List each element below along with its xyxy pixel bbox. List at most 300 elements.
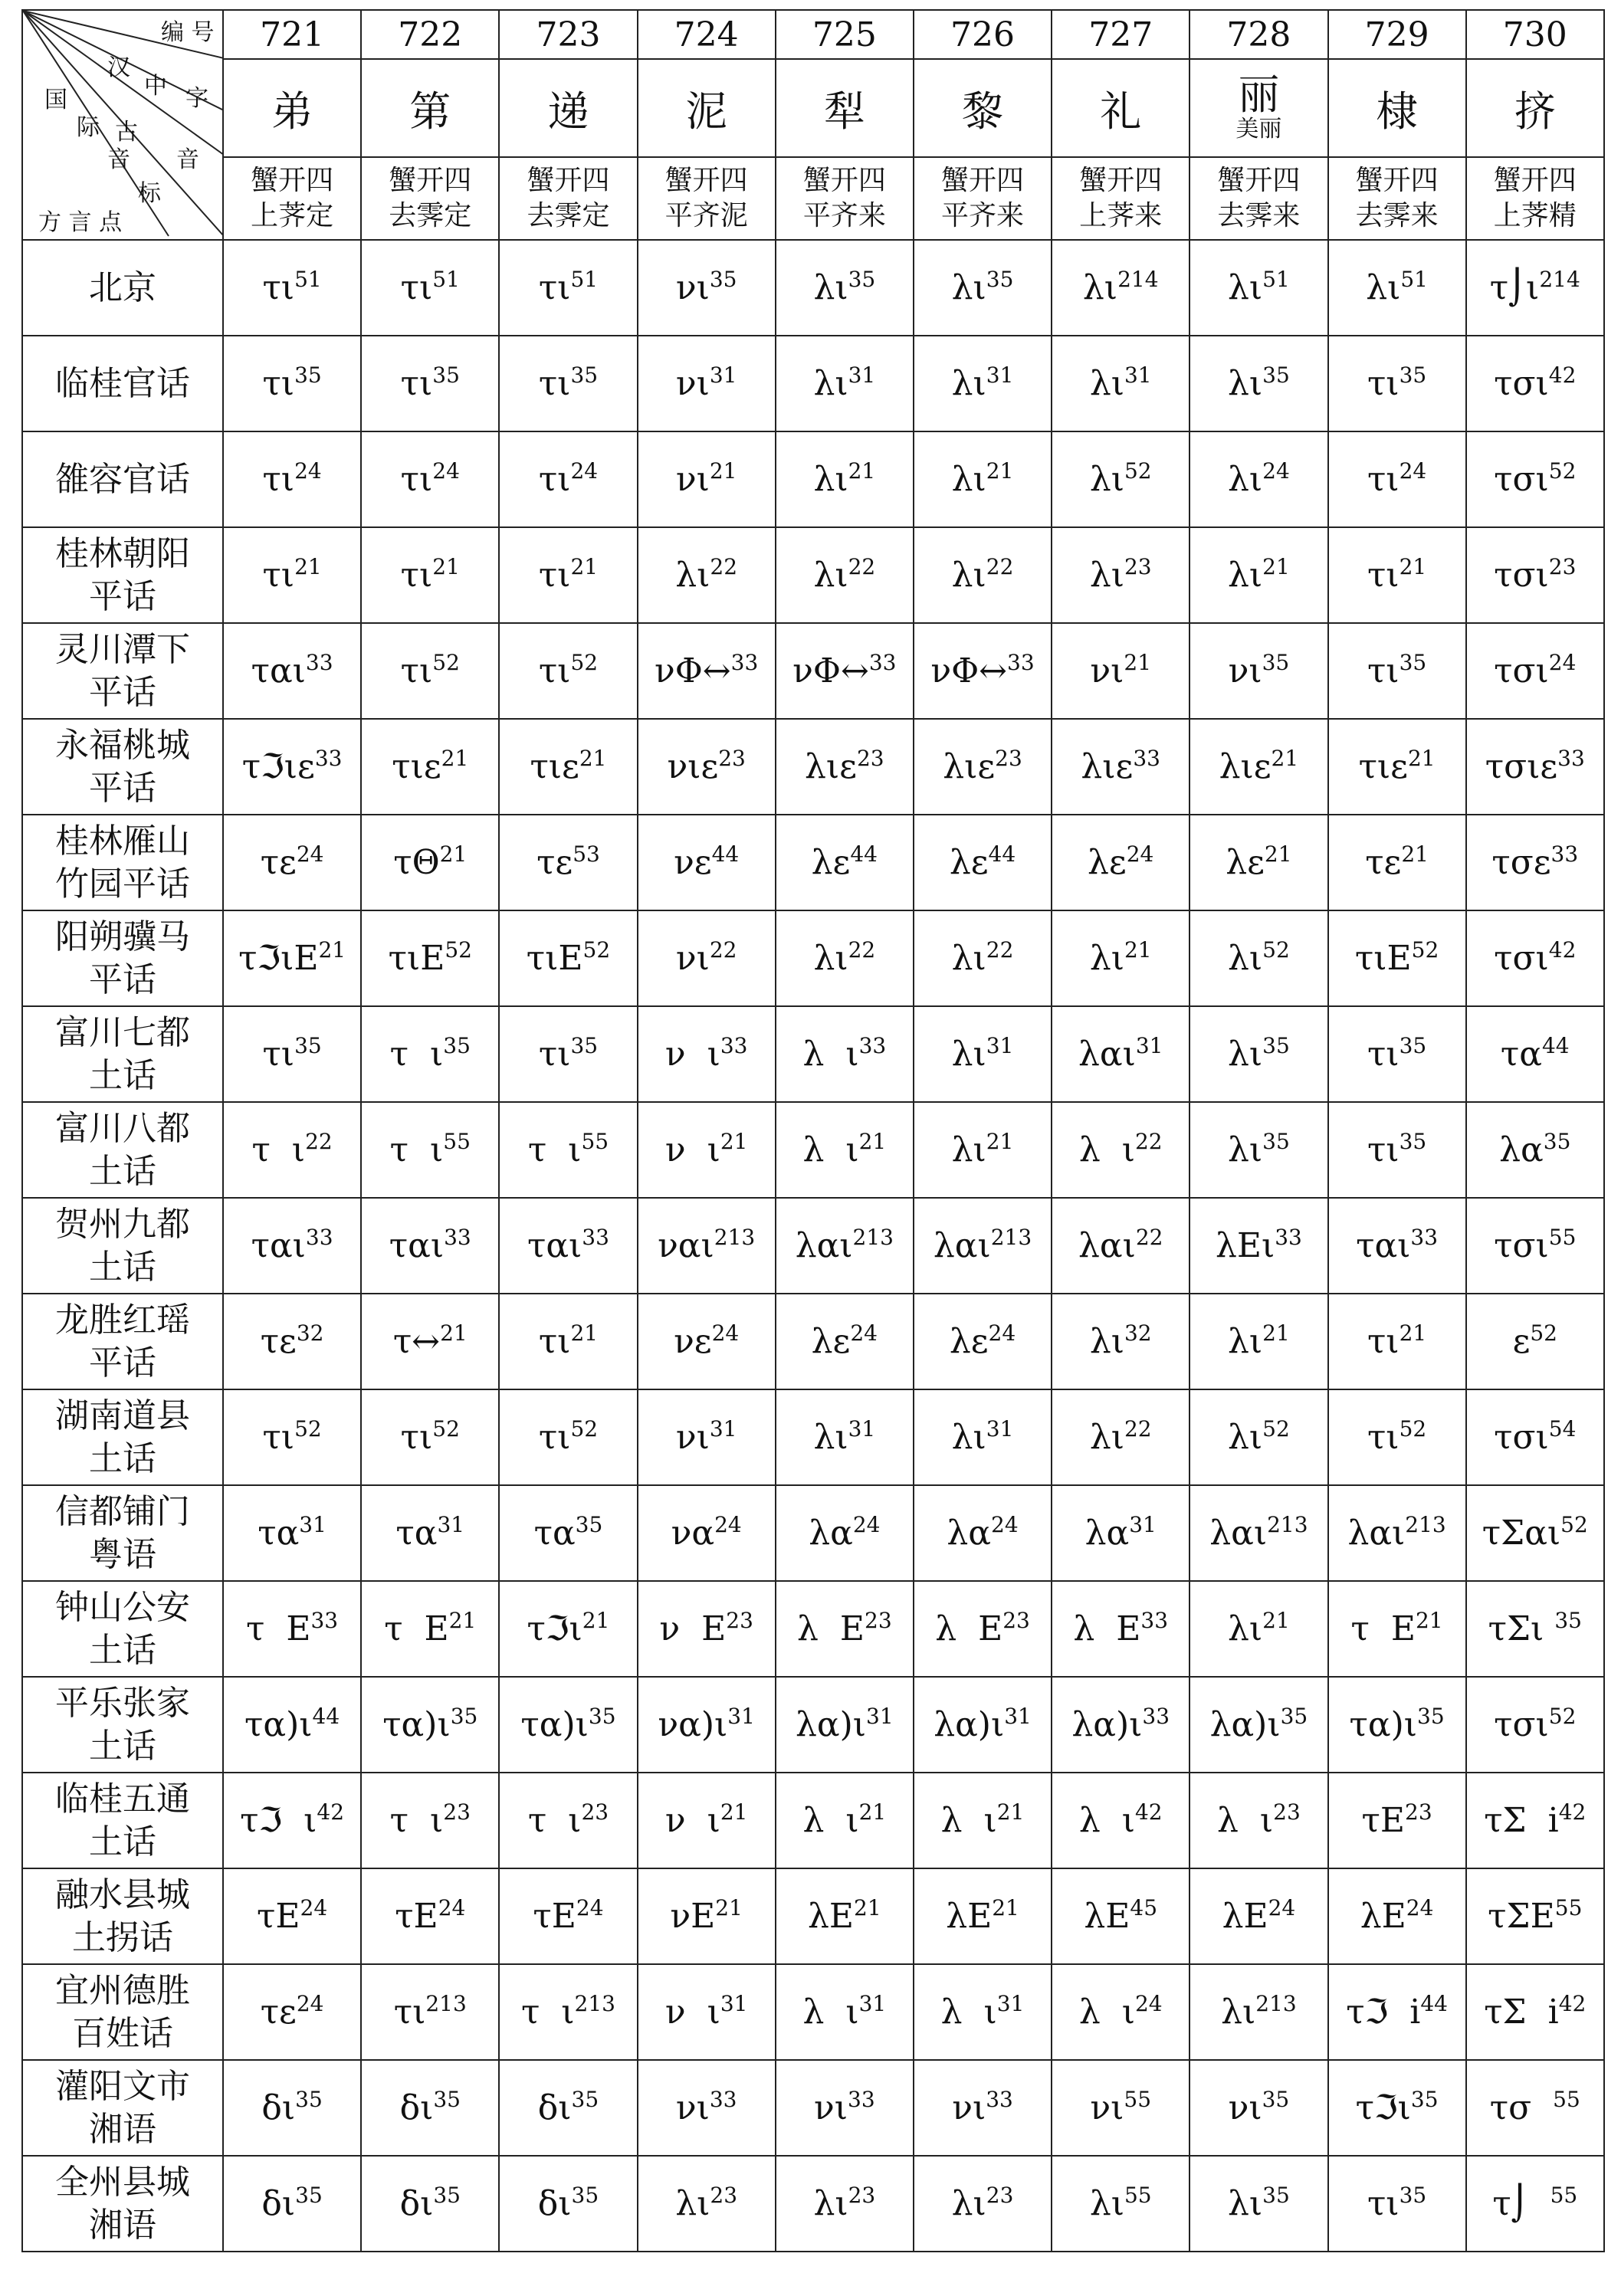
- ipa-text: τℑι: [1355, 2088, 1411, 2127]
- tone-value: 22: [986, 554, 1014, 579]
- tone-value: 213: [990, 1225, 1032, 1250]
- pronunciation-cell: [1466, 1198, 1604, 1294]
- pronunciation-cell: [1052, 527, 1189, 623]
- ipa-text: λιε: [943, 747, 996, 786]
- tone-value: 52: [432, 1416, 460, 1442]
- tone-value: 24: [988, 1320, 1016, 1346]
- tone-value: 21: [858, 1129, 887, 1154]
- ipa-text: τι: [393, 1993, 426, 2032]
- ipa-text: τι: [538, 651, 571, 690]
- tone-value: 22: [1124, 1416, 1152, 1442]
- tone-value: 24: [711, 1320, 740, 1346]
- pronunciation-cell: [638, 1485, 776, 1581]
- corner-label-ji: 际: [77, 114, 100, 141]
- col-number: 729: [1328, 10, 1466, 59]
- ipa-text: τι: [262, 1418, 295, 1457]
- ipa-text: λι: [951, 1418, 986, 1457]
- pronunciation-cell: [1189, 719, 1327, 815]
- pronunciation-cell: [499, 910, 637, 1006]
- pronunciation-cell: [499, 2060, 637, 2156]
- tone-value: 21: [440, 1320, 468, 1346]
- table-row: [22, 1294, 1604, 1389]
- pronunciation-cell: [1052, 1006, 1189, 1102]
- pronunciation-cell: [361, 1198, 499, 1294]
- pronunciation-cell: [1328, 1102, 1466, 1198]
- pronunciation-cell: [1052, 623, 1189, 719]
- tone-value: 24: [432, 458, 460, 484]
- pronunciation-cell: [361, 336, 499, 431]
- tone-value: 31: [858, 1991, 887, 2016]
- col-middle-chinese: 蟹开四 去霁定: [361, 157, 499, 240]
- pronunciation-cell: [223, 431, 361, 527]
- tone-value: 21: [1124, 650, 1152, 675]
- tone-value: 42: [1548, 937, 1577, 963]
- tone-value: 33: [1550, 841, 1579, 867]
- ipa-text: τι: [1367, 364, 1400, 403]
- corner-label-yin2: 音: [176, 146, 199, 173]
- dialect-location: 全州县城 湘语: [22, 2156, 223, 2252]
- ipa-text: λ ι: [802, 1993, 859, 2032]
- ipa-text: λ E: [1073, 1609, 1141, 1648]
- ipa-text: νι: [675, 268, 710, 307]
- ipa-text: λι: [813, 364, 848, 403]
- tone-value: 35: [1280, 1704, 1308, 1729]
- tone-value: 52: [570, 1416, 599, 1442]
- pronunciation-cell: [638, 1389, 776, 1485]
- tone-value: 35: [1262, 650, 1290, 675]
- ipa-text: τ⌡ι: [1489, 268, 1540, 307]
- tone-value: 33: [1275, 1225, 1302, 1250]
- pronunciation-cell: [1189, 623, 1327, 719]
- col-number: 726: [914, 10, 1052, 59]
- tone-value: 31: [848, 362, 876, 388]
- ipa-text: λιε: [1219, 747, 1272, 786]
- tone-value: 31: [986, 362, 1014, 388]
- pronunciation-cell: [223, 527, 361, 623]
- pronunciation-cell: [638, 2060, 776, 2156]
- ipa-text: τℑιE: [238, 939, 319, 978]
- pronunciation-cell: [1466, 1581, 1604, 1677]
- pronunciation-cell: [361, 1294, 499, 1389]
- tone-value: 24: [438, 1895, 466, 1920]
- tone-value: 35: [571, 2183, 599, 2208]
- tone-value: 42: [1558, 1991, 1587, 2016]
- pronunciation-cell: [776, 1485, 914, 1581]
- ipa-text: λα: [1084, 1514, 1130, 1553]
- pronunciation-cell: [914, 1868, 1052, 1964]
- col-number: 724: [638, 10, 776, 59]
- pronunciation-cell: [1328, 240, 1466, 336]
- ipa-text: λι: [951, 364, 986, 403]
- pronunciation-cell: [361, 1485, 499, 1581]
- pronunciation-cell: [361, 2060, 499, 2156]
- tone-value: 21: [439, 841, 468, 867]
- tone-value: 35: [1262, 2183, 1290, 2208]
- pronunciation-cell: [361, 1389, 499, 1485]
- pronunciation-cell: [776, 1102, 914, 1198]
- tone-value: 52: [1262, 937, 1290, 963]
- tone-value: 52: [1262, 1416, 1290, 1442]
- ipa-text: δι: [261, 2088, 296, 2127]
- dialect-location: 临桂官话: [22, 336, 223, 431]
- ipa-text: τ E: [246, 1609, 311, 1648]
- ipa-text: λι: [1089, 2184, 1124, 2223]
- tone-value: 44: [850, 841, 878, 867]
- pronunciation-cell: [361, 1773, 499, 1868]
- ipa-text: λι: [1089, 1418, 1124, 1457]
- ipa-text: λαι: [1078, 1035, 1136, 1074]
- tone-value: 33: [1140, 1608, 1169, 1633]
- ipa-text: νι: [1090, 2088, 1124, 2127]
- ipa-text: λε: [949, 1322, 989, 1361]
- tone-value: 52: [1548, 1704, 1577, 1729]
- header-row-character: [22, 59, 1604, 157]
- pronunciation-cell: [361, 240, 499, 336]
- tone-value: 35: [433, 2087, 461, 2112]
- tone-value: 21: [1262, 1608, 1290, 1633]
- tone-value: 33: [858, 1033, 887, 1058]
- ipa-text: τ E: [1350, 1609, 1416, 1648]
- ipa-text: λι: [813, 556, 848, 595]
- tone-value: 51: [1262, 267, 1290, 292]
- ipa-text: λαι: [933, 1226, 991, 1265]
- tone-value: 22: [848, 937, 876, 963]
- ipa-text: τΣ i: [1484, 1993, 1559, 2032]
- ipa-text: λιε: [805, 747, 857, 786]
- pronunciation-cell: [1052, 1677, 1189, 1773]
- corner-label-gu: 古: [115, 119, 138, 146]
- pronunciation-cell: [776, 1773, 914, 1868]
- ipa-text: λι: [1089, 460, 1124, 499]
- pronunciation-cell: [499, 1677, 637, 1773]
- ipa-text: τιε: [530, 747, 579, 786]
- ipa-text: ε: [1512, 1322, 1531, 1361]
- table-body: [22, 240, 1604, 2252]
- col-character: 黎: [914, 59, 1052, 157]
- pronunciation-cell: [1052, 240, 1189, 336]
- pronunciation-cell: [638, 719, 776, 815]
- tone-value: 21: [432, 554, 460, 579]
- pronunciation-cell: [499, 1102, 637, 1198]
- ipa-text: δι: [261, 2184, 296, 2223]
- table-row: [22, 527, 1604, 623]
- tone-value: 24: [300, 1895, 328, 1920]
- pronunciation-cell: [776, 815, 914, 910]
- pronunciation-cell: [914, 1006, 1052, 1102]
- ipa-text: λι: [1228, 1418, 1263, 1457]
- ipa-text: λε: [949, 843, 989, 882]
- ipa-text: λ ι: [802, 1130, 859, 1169]
- pronunciation-cell: [361, 719, 499, 815]
- tone-value: 31: [1124, 362, 1152, 388]
- table-row: [22, 240, 1604, 336]
- tone-value: 33: [1557, 746, 1585, 771]
- pronunciation-cell: [776, 527, 914, 623]
- tone-value: 55: [1550, 2183, 1578, 2208]
- ipa-text: τι: [400, 268, 433, 307]
- ipa-text: τℑ ι: [240, 1801, 317, 1840]
- ipa-text: λα)ι: [1209, 1705, 1281, 1744]
- pronunciation-cell: [1328, 623, 1466, 719]
- table-row: [22, 431, 1604, 527]
- col-middle-chinese: 蟹开四 平齐来: [914, 157, 1052, 240]
- pronunciation-cell: [776, 1677, 914, 1773]
- tone-value: 35: [295, 2183, 323, 2208]
- tone-value: 24: [1126, 841, 1154, 867]
- ipa-text: τα)ι: [520, 1705, 589, 1744]
- pronunciation-cell: [914, 1389, 1052, 1485]
- ipa-text: νΦ↔: [792, 651, 869, 690]
- dialect-location: 永福桃城 平话: [22, 719, 223, 815]
- pronunciation-cell: [776, 719, 914, 815]
- ipa-text: λ E: [935, 1609, 1003, 1648]
- pronunciation-cell: [1052, 2156, 1189, 2252]
- ipa-text: τα: [1500, 1035, 1542, 1074]
- col-middle-chinese: 蟹开四 上荠精: [1466, 157, 1604, 240]
- tone-value: 23: [1124, 554, 1152, 579]
- pronunciation-cell: [361, 1677, 499, 1773]
- pronunciation-cell: [914, 2156, 1052, 2252]
- tone-value: 31: [727, 1704, 755, 1729]
- ipa-text: λαι: [1347, 1514, 1406, 1553]
- pronunciation-cell: [776, 240, 914, 336]
- col-character: 泥: [638, 59, 776, 157]
- dialect-location: 北京: [22, 240, 223, 336]
- col-middle-chinese: 蟹开四 上荠定: [223, 157, 361, 240]
- pronunciation-cell: [1328, 431, 1466, 527]
- ipa-text: λα)ι: [1071, 1705, 1143, 1744]
- tone-value: 35: [571, 2087, 599, 2112]
- corner-label-biao: 标: [138, 180, 161, 207]
- pronunciation-cell: [1466, 1868, 1604, 1964]
- col-number: 722: [361, 10, 499, 59]
- ipa-text: τι: [538, 268, 571, 307]
- tone-value: 44: [711, 841, 740, 867]
- tone-value: 24: [1268, 1895, 1296, 1920]
- pronunciation-cell: [1328, 1006, 1466, 1102]
- pronunciation-cell: [1466, 1294, 1604, 1389]
- tone-value: 33: [582, 1225, 609, 1250]
- pronunciation-cell: [776, 2060, 914, 2156]
- col-character: 礼: [1052, 59, 1189, 157]
- tone-value: 55: [443, 1129, 471, 1154]
- pronunciation-cell: [1052, 1581, 1189, 1677]
- tone-value: 31: [986, 1033, 1014, 1058]
- tone-value: 24: [296, 1991, 324, 2016]
- character-note: 美丽: [1235, 116, 1282, 143]
- pronunciation-cell: [776, 1868, 914, 1964]
- ipa-text: τε: [537, 843, 573, 882]
- ipa-text: τι: [1367, 1418, 1400, 1457]
- tone-value: 33: [444, 1225, 471, 1250]
- tone-value: 21: [441, 746, 469, 771]
- ipa-text: τι: [1367, 1035, 1400, 1074]
- tone-value: 24: [1548, 650, 1577, 675]
- tone-value: 24: [576, 1895, 604, 1920]
- tone-value: 33: [305, 650, 333, 675]
- table-row: [22, 1198, 1604, 1294]
- pronunciation-cell: [1466, 1102, 1604, 1198]
- corner-label-fangyandian: 方 言 点: [38, 209, 123, 236]
- table-row: [22, 1677, 1604, 1773]
- ipa-text: τσι: [1494, 939, 1549, 978]
- table-row: [22, 1773, 1604, 1868]
- ipa-text: τιE: [526, 939, 583, 978]
- pronunciation-cell: [914, 1102, 1052, 1198]
- pronunciation-cell: [776, 1198, 914, 1294]
- pronunciation-cell: [914, 527, 1052, 623]
- pronunciation-cell: [776, 1964, 914, 2060]
- pronunciation-cell: [499, 240, 637, 336]
- pronunciation-cell: [1189, 240, 1327, 336]
- col-number: 728: [1189, 10, 1327, 59]
- ipa-text: λι: [813, 2184, 848, 2223]
- pronunciation-cell: [1466, 1964, 1604, 2060]
- ipa-text: λι: [1228, 268, 1263, 307]
- tone-value: 52: [1530, 1320, 1557, 1346]
- pronunciation-cell: [1189, 1485, 1327, 1581]
- ipa-text: λι: [951, 556, 986, 595]
- pronunciation-cell: [914, 1485, 1052, 1581]
- ipa-text: νι: [675, 460, 710, 499]
- pronunciation-cell: [499, 1198, 637, 1294]
- tone-value: 21: [1401, 841, 1429, 867]
- tone-value: 21: [720, 1129, 748, 1154]
- tone-value: 21: [848, 458, 876, 484]
- tone-value: 24: [570, 458, 599, 484]
- pronunciation-cell: [223, 1581, 361, 1677]
- tone-value: 35: [588, 1704, 616, 1729]
- table-row: [22, 1102, 1604, 1198]
- ipa-text: λαι: [1209, 1514, 1268, 1553]
- pronunciation-cell: [776, 623, 914, 719]
- pronunciation-cell: [1466, 1389, 1604, 1485]
- tone-value: 35: [1399, 2183, 1427, 2208]
- ipa-text: νι: [675, 2088, 710, 2127]
- pronunciation-cell: [361, 623, 499, 719]
- ipa-text: λαι: [795, 1226, 853, 1265]
- corner-label-yin1: 音: [107, 146, 130, 173]
- pronunciation-cell: [1189, 336, 1327, 431]
- pronunciation-cell: [914, 719, 1052, 815]
- pronunciation-cell: [1189, 527, 1327, 623]
- ipa-text: λα: [809, 1514, 853, 1553]
- tone-value: 53: [573, 841, 600, 867]
- tone-value: 21: [1271, 746, 1299, 771]
- tone-value: 21: [986, 1129, 1014, 1154]
- ipa-text: λι: [1228, 1609, 1263, 1648]
- ipa-text: τℑι: [527, 1609, 582, 1648]
- tone-value: 33: [1007, 650, 1035, 675]
- ipa-text: λε: [1226, 843, 1265, 882]
- pronunciation-cell: [1052, 1294, 1189, 1389]
- ipa-text: ται: [251, 651, 306, 690]
- corner-label-bianhao: 编 号: [161, 19, 215, 46]
- pronunciation-cell: [1466, 240, 1604, 336]
- ipa-text: τ⌡: [1492, 2184, 1550, 2223]
- pronunciation-cell: [223, 1294, 361, 1389]
- tone-value: 35: [1399, 1033, 1427, 1058]
- pronunciation-cell: [776, 1294, 914, 1389]
- pronunciation-cell: [1189, 1389, 1327, 1485]
- pronunciation-cell: [223, 1198, 361, 1294]
- col-middle-chinese: 蟹开四 去霁来: [1328, 157, 1466, 240]
- ipa-text: λα: [947, 1514, 992, 1553]
- ipa-text: λι: [1366, 268, 1401, 307]
- table-row: [22, 2060, 1604, 2156]
- ipa-text: λι: [1228, 1035, 1263, 1074]
- ipa-text: τι: [262, 1035, 295, 1074]
- tone-value: 35: [575, 1512, 603, 1537]
- dialect-table: [21, 9, 1605, 2252]
- pronunciation-cell: [1466, 527, 1604, 623]
- ipa-text: λ ι: [802, 1801, 859, 1840]
- ipa-text: τΘ: [393, 843, 440, 882]
- tone-value: 35: [1262, 1033, 1290, 1058]
- tone-value: 22: [1135, 1225, 1163, 1250]
- pronunciation-cell: [1189, 1581, 1327, 1677]
- pronunciation-cell: [638, 527, 776, 623]
- col-character: 犁: [776, 59, 914, 157]
- tone-value: 23: [986, 2183, 1014, 2208]
- dialect-location: 宜州德胜 百姓话: [22, 1964, 223, 2060]
- ipa-text: τΣE: [1488, 1897, 1555, 1936]
- col-character: 弟: [223, 59, 361, 157]
- pronunciation-cell: [638, 1294, 776, 1389]
- tone-value: 35: [570, 1033, 599, 1058]
- ipa-text: λ ι: [1217, 1801, 1274, 1840]
- ipa-text: να: [671, 1514, 715, 1553]
- tone-value: 51: [432, 267, 460, 292]
- ipa-text: τ ι: [389, 1801, 444, 1840]
- tone-value: 35: [443, 1033, 471, 1058]
- dialect-location: 桂林朝阳 平话: [22, 527, 223, 623]
- dialect-location: 阳朔骥马 平话: [22, 910, 223, 1006]
- tone-value: 23: [1273, 1799, 1301, 1825]
- pronunciation-cell: [499, 815, 637, 910]
- pronunciation-cell: [914, 2060, 1052, 2156]
- dialect-location: 灌阳文市 湘语: [22, 2060, 223, 2156]
- pronunciation-cell: [914, 1581, 1052, 1677]
- pronunciation-cell: [1466, 1006, 1604, 1102]
- pronunciation-cell: [638, 1964, 776, 2060]
- tone-value: 33: [868, 650, 897, 675]
- ipa-text: νι: [675, 1418, 710, 1457]
- tone-value: 33: [314, 746, 343, 771]
- corner-label-zi: 字: [185, 85, 208, 112]
- tone-value: 35: [295, 2087, 323, 2112]
- tone-value: 21: [570, 554, 599, 579]
- tone-value: 21: [1399, 554, 1427, 579]
- col-middle-chinese: 蟹开四 去霁定: [499, 157, 637, 240]
- tone-value: 24: [714, 1512, 742, 1537]
- pronunciation-cell: [361, 431, 499, 527]
- ipa-text: λι: [813, 939, 848, 978]
- tone-value: 33: [709, 2087, 737, 2112]
- ipa-text: τ ι: [389, 1130, 444, 1169]
- ipa-text: νE: [670, 1897, 716, 1936]
- ipa-text: τι: [400, 460, 433, 499]
- ipa-text: τι: [400, 556, 433, 595]
- tone-value: 24: [1399, 458, 1427, 484]
- pronunciation-cell: [1189, 815, 1327, 910]
- tone-value: 55: [1554, 1895, 1583, 1920]
- tone-value: 23: [726, 1608, 753, 1633]
- ipa-text: λ ι: [1078, 1993, 1135, 2032]
- pronunciation-cell: [914, 1773, 1052, 1868]
- ipa-text: λι: [1089, 939, 1124, 978]
- ipa-text: τι: [1367, 651, 1400, 690]
